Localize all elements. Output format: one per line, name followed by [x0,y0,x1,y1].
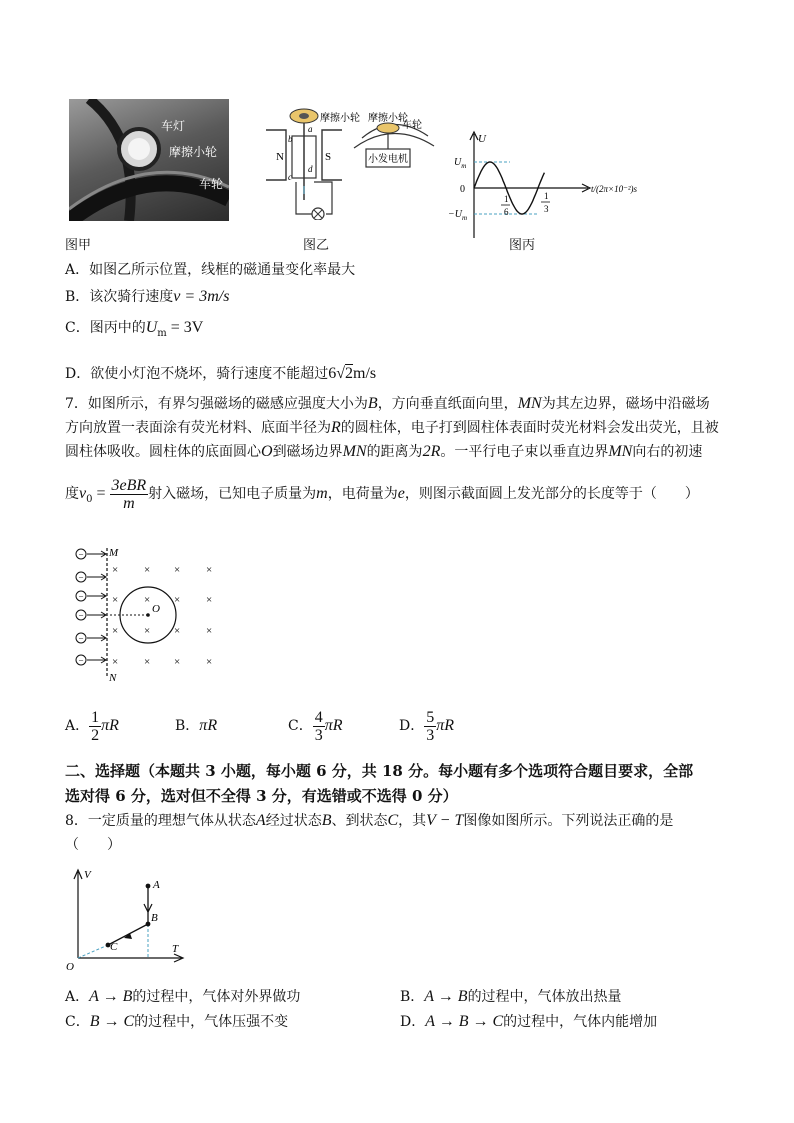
friction-wheel-label: 摩擦小轮 [169,145,218,159]
point-a: a [308,124,313,134]
state-b-point [146,922,151,927]
q8-option-c: C．B → C的过程中，气体压强不变 [65,1013,289,1030]
t-axis-label: t/(2π×10⁻²)s [591,184,638,194]
friction-wheel-label-1: 摩擦小轮 [320,113,360,124]
q7-line-2: 方向放置一表面涂有荧光材料、底面半径为R的圆柱体，电子打到圆柱体表面时荧光材料会发出荧光，且被 [65,419,719,436]
field-cross-8: × [112,625,119,637]
tick-1-3-num: 1 [544,191,549,201]
electron-sign-4: − [78,633,84,644]
fig-jia-caption: 图甲 [65,238,92,253]
pole-n: N [276,151,284,163]
q7-option-b: B．πR [175,717,218,734]
q8-option-a: A．A → B的过程中，气体对外界做功 [65,988,301,1005]
field-cross-12: × [112,656,119,668]
q7-line-1: 7．如图所示，有界匀强磁场的磁感应强度大小为B，方向垂直纸面向里，MN为其左边界，磁场中沿磁场 [65,395,710,412]
label-m: M [109,547,119,559]
um-label: $U_m$ [454,157,467,170]
q7-option-c: C． $\frac{4}{3}$ πR [288,708,343,744]
field-cross-0: × [112,564,119,576]
field-cross-3: × [206,564,213,576]
state-a-point [146,884,151,889]
electron-sign-5: − [78,655,84,666]
lamp-label: 车灯 [161,119,186,133]
bicycle-sketch [69,99,229,221]
neg-um-label: $-U_m$ [448,209,468,222]
bicycle-photo [69,99,229,221]
q8-option-b: B．A → B的过程中，气体放出热量 [400,988,622,1005]
point-d: d [308,164,313,174]
wheel-label-2: 车轮 [402,120,422,131]
voltage-waveform [448,128,648,246]
field-cross-10: × [174,625,181,637]
field-cross-6: × [174,594,181,606]
pole-s: S [325,151,332,163]
label-state-c: C [110,941,118,953]
origin-o: O [66,961,74,972]
label-o: O [152,603,160,615]
label-state-b: B [151,912,158,924]
generator-diagram [258,102,438,220]
generator-label: 小发电机 [368,154,408,165]
field-cross-14: × [174,656,181,668]
section-2-line-2: 选对得 6 分，选对但不全得 3 分，有选错或不选得 0 分） [65,787,458,805]
field-cross-5: × [144,594,151,606]
q7-option-d: D． $\frac{5}{3}$ πR [399,708,455,744]
v0-fraction: $\frac{\text{3eBR}}{m}$ [111,476,147,512]
electron-sign-0: − [78,549,84,560]
v-axis-label: V [84,869,91,881]
q7-line-3: 圆柱体吸收。圆柱体的底面圆心O到磁场边界MN的距离为2R。一平行电子束以垂直边界MN向右的初速 [65,443,703,460]
field-cross-13: × [144,656,151,668]
field-cross-4: × [112,594,119,606]
q7-option-a: A． $\frac{1}{2}$ πR [65,708,119,744]
origin-zero: 0 [460,184,465,195]
label-state-a: A [153,879,160,891]
field-cross-2: × [174,564,181,576]
fig-yi-caption: 图乙 [303,238,330,253]
field-cross-1: × [144,564,151,576]
tick-1-3-den: 3 [544,204,549,214]
tick-1-6-num: 1 [504,194,509,204]
q8-line-2: （ ） [65,837,121,853]
u-axis-label: U [478,133,486,145]
q8-line-1: 8．一定质量的理想气体从状态A经过状态B、到状态C，其V − T图像如图所示。下列说法正确的是 [65,812,674,829]
q6-option-d: D．欲使小灯泡不烧坏，骑行速度不能超过6√2m/s [65,365,377,382]
q7-line-4: 度$v_0$ = $\frac{\text{3eBR}}{m}$ 射入磁场，已知电子质量为m，电荷量为e，则图示截面圆上发光部分的长度等于（ ） [65,476,699,512]
t-axis-label-vt: T [172,943,179,955]
field-cross-11: × [206,625,213,637]
q6-option-b: B．该次骑行速度v = 3m/s [65,288,230,305]
field-cross-15: × [206,656,213,668]
electron-sign-1: − [78,572,84,583]
point-c: c [288,172,292,182]
magnetic-field-diagram [72,540,232,690]
tick-1-6-den: 6 [504,207,509,217]
section-2-line-1: 二、选择题（本题共 3 小题，每小题 6 分，共 18 分。每小题有多个选项符合题目要求，全部 [65,762,694,780]
electron-sign-3: − [78,610,84,621]
electron-sign-2: − [78,591,84,602]
point-b: b [288,134,293,144]
friction-wheel-label-2: 摩擦小轮 [368,113,408,124]
label-n: N [109,672,117,684]
field-cross-9: × [144,625,151,637]
wheel-label: 车轮 [199,177,224,191]
q8-option-d: D．A → B → C的过程中，气体内能增加 [400,1013,658,1030]
q6-option-a: A．如图乙所示位置，线框的磁通量变化率最大 [65,262,356,278]
field-cross-7: × [206,594,213,606]
q6-option-c: C．图丙中的$U_m = 3V$ [65,319,204,339]
vt-graph [64,866,194,972]
fig-bing-caption: 图丙 [509,238,536,253]
